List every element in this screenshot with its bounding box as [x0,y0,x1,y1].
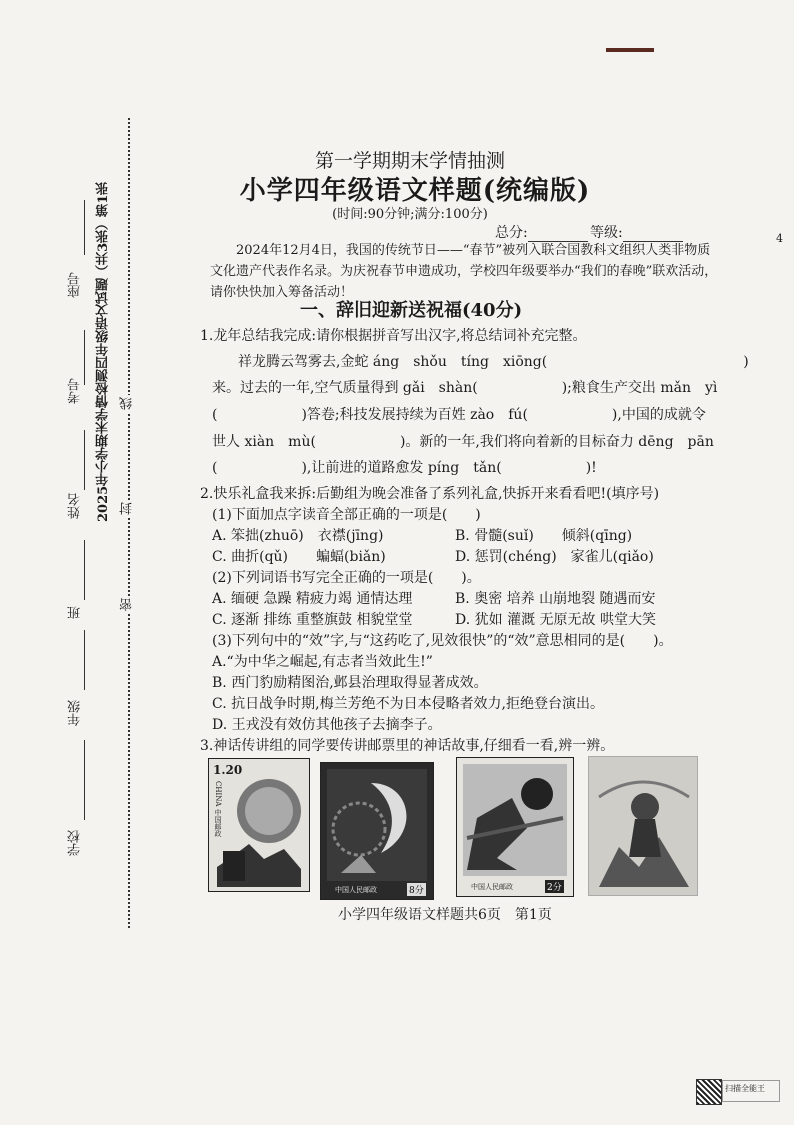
q2-sub3-opt-b[interactable]: B. 西门豹励精图治,邺县治理取得显著成效。 [212,675,488,691]
q1-line: ( )答卷;科技发展持续为百姓 zào fú( ),中国的成就令 [212,407,706,423]
field-line-school [84,740,85,820]
field-line-name [84,430,85,490]
title-time: (时间:90分钟;满分:100分) [332,207,488,222]
q2-sub3-opt-a[interactable]: A.“为中华之崛起,有志者当效此生!” [212,654,433,670]
q2-sub3-opt-c[interactable]: C. 抗日战争时期,梅兰芳绝不为日本侵略者效力,拒绝登台演出。 [212,696,605,712]
q2-sub2: (2)下列词语书写完全正确的一项是( )。 [212,570,481,586]
stamp-2-value: 8分 [407,883,426,896]
field-line-exam [84,330,85,385]
q2-sub1-opt-c[interactable]: C. 曲折(qǔ) 蝙蝠(biǎn) [212,549,386,565]
watermark-label: 扫描全能王 [725,1084,765,1093]
stamp-1-caption: CHINA 中国邮政 [214,781,222,837]
stamp-3-caption: 中国人民邮政 [471,883,513,891]
q2-sub1-opt-d[interactable]: D. 惩罚(chéng) 家雀儿(qiǎo) [455,549,654,565]
q3-stem: 3.神话传讲组的同学要传讲邮票里的神话故事,仔细看一看,辨一辨。 [200,738,615,754]
intro-paragraph: 2024年12月4日，我国的传统节日——“春节”被列入联合国教科文组织人类非物质文化遗产代表作名录。为庆祝春节申遗成功，学校四年级要举办“我们的春晚”联欢活动，请你快快加入筹备活动！ [210,243,718,300]
stamp-1-value: 1.20 [213,763,243,777]
stamp-2-caption: 中国人民邮政 [335,886,377,894]
q2-sub2-opt-a[interactable]: A. 缅硬 急躁 精疲力竭 通情达理 [212,591,413,607]
binding-label-mi: 密 [120,598,135,611]
stamp-2-art [321,763,433,899]
stamp-1-art [209,759,309,891]
stamp-4 [588,756,698,896]
title-primary: 第一学期期末学情抽测 [314,150,505,172]
stamp-1 [208,758,310,892]
q2-sub1: (1)下面加点字读音全部正确的一项是( ) [212,507,481,523]
field-line-grade [84,630,85,690]
title-main: 小学四年级语文样题(统编版) [239,176,591,206]
stamp-3-value: 2分 [545,880,564,893]
top-mark [606,48,654,52]
field-school-label: 学校 [68,830,83,856]
q2-sub3: (3)下列句中的“效”字,与“这药吃了,见效很快”的“效”意思相同的是( )。 [212,633,673,649]
stamp-3 [456,757,574,897]
field-grade-label: 年级 [68,700,83,726]
watermark-badge [722,1080,780,1102]
binding-line [128,118,130,928]
q2-sub2-opt-d[interactable]: D. 犹如 灌溉 无原无故 哄堂大笑 [455,612,656,628]
grade-label: 等级: [590,225,623,241]
side-mark: 4 [776,232,783,245]
q2-sub1-opt-a[interactable]: A. 笨拙(zhuō) 衣襟(jīng) [212,528,384,544]
q2-sub3-opt-d[interactable]: D. 王戎没有效仿其他孩子去摘李子。 [212,717,442,733]
field-line-class [84,540,85,600]
q1-stem: 1.龙年总结我完成:请你根据拼音写出汉字,将总结词补充完整。 [200,328,587,344]
score-field[interactable] [495,222,588,242]
q1-line: 来。过去的一年,空气质量得到 gǎi shàn( );粮食生产交出 mǎn yì [212,380,718,396]
stamp-4-art [589,757,697,895]
field-exam-label: 考号 [68,378,83,404]
q2-sub2-opt-c[interactable]: C. 逐渐 排练 重整旗鼓 相貌堂堂 [212,612,413,628]
binding-label-xian: 线 [120,397,135,410]
field-name-label: 姓名 [68,493,83,519]
q1-line: ( ),让前进的道路愈发 píng tǎn( )! [212,460,597,476]
field-class-label: 班 [68,606,83,619]
stamp-3-art [457,758,573,896]
q2-stem: 2.快乐礼盒我来拆:后勤组为晚会准备了系列礼盒,快拆开来看看吧!(填序号) [200,486,660,502]
q1-line: 祥龙腾云驾雾去,金蛇 áng shǒu tíng xiōng( ) [238,354,749,370]
qr-code-icon [696,1079,722,1105]
field-line-seat [84,200,85,255]
stamp-2 [320,762,434,900]
q2-sub2-opt-b[interactable]: B. 奥密 培养 山崩地裂 随遇而安 [455,591,656,607]
score-label: 总分: [495,225,528,241]
page-footer: 小学四年级语文样题共6页 第1页 [338,907,552,923]
section-1-title: 一、辞旧迎新送祝福(40分) [300,300,523,321]
field-seat-label: 座号 [68,272,83,298]
margin-header: 2025年小学期末学情检测四年级语文试题（共3张）第1张 [96,181,111,522]
q2-sub1-opt-b[interactable]: B. 骨髓(suǐ) 倾斜(qīng) [455,528,633,544]
grade-field[interactable] [590,222,683,242]
q1-line: 世人 xiàn mù( )。新的一年,我们将向着新的目标奋力 dēng pān [212,434,714,450]
binding-label-feng: 封 [120,502,135,515]
